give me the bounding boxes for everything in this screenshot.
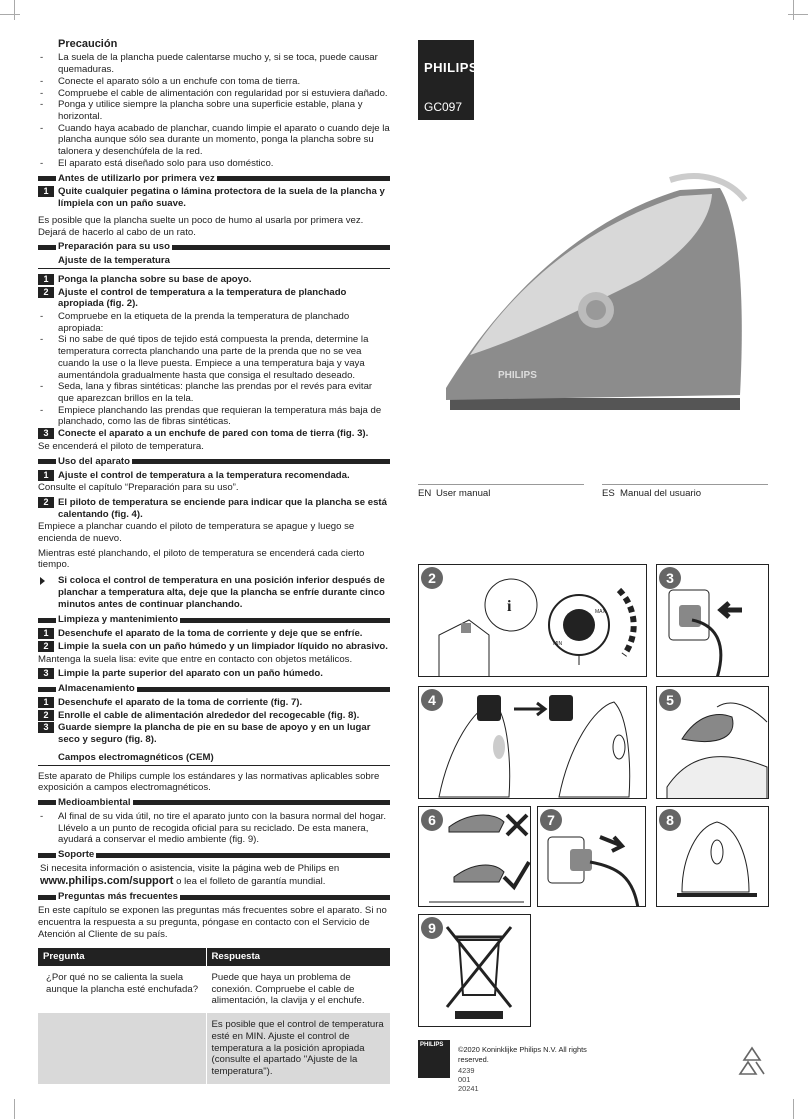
step-number: 3 <box>38 428 54 439</box>
list-item: - Compruebe en la etiqueta de la prenda la temperatura de planchado apropiada: <box>38 311 390 334</box>
list-item: - Al final de su vida útil, no tire el aparato junto con la basura normal del hogar. Llévelo a un punto de recogida oficial para su reciclado. De esta manera, ayudará a conservar el medio ambiente (fig. 9). <box>38 811 390 846</box>
paragraph: Consulte el capítulo “Preparación para su uso”. <box>38 482 239 494</box>
subsection-title: Ajuste de la temperatura <box>38 255 390 269</box>
step-number: 2 <box>38 641 54 652</box>
step-number: 1 <box>38 186 54 197</box>
section-title: Uso del aparato <box>58 455 130 467</box>
figure-7-panel <box>537 806 646 907</box>
lang-label-en <box>418 484 584 500</box>
figure-number: 9 <box>421 917 443 939</box>
section-title-precaucion: Precaución <box>58 38 118 50</box>
step-item <box>38 710 390 722</box>
figure-2-panel <box>418 564 647 677</box>
step-number: 2 <box>38 497 54 508</box>
crop-mark <box>788 14 808 26</box>
step-item <box>38 470 390 482</box>
list-item: - Si no sabe de qué tipos de tejido está compuesta la prenda, determine la temperatura correcta planchando una parte de la prenda que no se vea cuando la use o la lleve puesta. Empiece a una temperatura baja y vaya aumentándola gradualmente hasta que consiga el resultado deseado. <box>38 334 390 381</box>
support-text-end: o lea el folleto de garantía mundial. <box>173 875 326 887</box>
step-item <box>38 287 390 310</box>
crop-mark <box>0 14 20 26</box>
step-text: Ajuste el control de temperatura a la temperatura recomendada. <box>58 469 350 481</box>
figure-number: 3 <box>659 567 681 589</box>
step-number: 1 <box>38 697 54 708</box>
step-text: Ajuste el control de temperatura a la temperatura de planchado apropiada (fig. 2). <box>58 286 347 310</box>
paragraph: Este aparato de Philips cumple los estándares y las normativas aplicables sobre exposición a campos electromagnéticos. <box>38 770 380 794</box>
table-cell: Es posible que el control de temperatura esté en MIN. Ajuste el control de temperatura a la posición apropiada (consulte el apartado "Ajuste de la temperatura"). <box>206 1013 390 1084</box>
paragraph: En este capítulo se exponen las preguntas más frecuentes sobre el aparato. Si no encuentra la respuesta a su pregunta, póngase en contacto con el Servicio de Atención al Cliente de su país. <box>38 905 387 940</box>
figure-8-panel <box>656 806 769 907</box>
section-header-preguntas <box>38 891 390 903</box>
faq-table <box>38 948 390 1083</box>
temperature-dial-illustration <box>419 565 647 677</box>
step-text: Enrolle el cable de alimentación alrededor del recogecable (fig. 8). <box>58 709 360 721</box>
support-text: Si necesita información o asistencia, visite la página web de Philips en <box>40 863 340 875</box>
recycle-icon <box>734 1044 770 1080</box>
step-number: 1 <box>38 628 54 639</box>
philips-shield-logo <box>418 1040 450 1078</box>
section-title: Limpieza y mantenimiento <box>58 614 178 626</box>
brand-badge <box>418 40 479 120</box>
lang-title: User manual <box>436 488 491 499</box>
step-text: Desenchufe el aparato de la toma de corriente (fig. 7). <box>58 697 303 709</box>
figure-number: 2 <box>421 567 443 589</box>
tip-item: Si coloca el control de temperatura en una posición inferior después de planchar a temperatura alta, deje que la plancha se enfríe durante cinco minutos antes de continuar planchando. <box>38 575 390 610</box>
step-number: 1 <box>38 274 54 285</box>
list-item: - Seda, lana y fibras sintéticas: planche las prendas por el revés para evitar que aparezcan brillos en la tela. <box>38 381 390 404</box>
paragraph: Empiece a planchar cuando el piloto de temperatura se apague y luego se encienda de nuevo. <box>38 521 355 545</box>
lang-title: Manual del usuario <box>620 488 702 499</box>
section-title: Soporte <box>58 849 95 861</box>
section-title: Almacenamiento <box>58 683 135 695</box>
list-item: - El aparato está diseñado solo para uso doméstico. <box>38 158 390 170</box>
step-item <box>38 641 390 653</box>
model-number: GC097 <box>424 100 463 114</box>
step-text: Quite cualquier pegatina o lámina protectora de la suela de la plancha y límpiela con un paño suave. <box>58 186 385 210</box>
heating-light-illustration <box>419 687 647 799</box>
iron-brand-label: PHILIPS <box>498 370 537 381</box>
list-item: - Cuando haya acabado de planchar, cuando limpie el aparato o cuando deje la plancha aunque sólo sea durante un momento, ponga la plancha sobre su talonera y desenchúfela de la red. <box>38 123 390 158</box>
copyright-text: ©2020 Koninklijke Philips N.V. All rights reserved. <box>458 1045 587 1064</box>
section-header-soporte <box>38 849 390 861</box>
table-header: Respuesta <box>206 948 390 966</box>
step-number: 2 <box>38 710 54 721</box>
lang-label-es <box>602 484 768 500</box>
document-code: 4239 001 20241 <box>458 1066 479 1094</box>
step-text: Guarde siempre la plancha de pie en su base de apoyo y en un lugar seco y seguro (fig. 8). <box>58 722 371 746</box>
lang-code: EN <box>418 488 432 499</box>
section-title: Preparación para su uso <box>58 241 170 253</box>
section-title: Preguntas más frecuentes <box>58 891 178 903</box>
step-text: Limpie la parte superior del aparato con un paño húmedo. <box>58 668 323 680</box>
step-item <box>38 428 390 440</box>
section-header-medio <box>38 797 390 809</box>
iron-product-image <box>440 160 770 420</box>
list-item: - Ponga y utilice siempre la plancha sobre una superficie estable, plana y horizontal. <box>38 99 390 122</box>
section-title: Medioambiental <box>58 797 131 809</box>
manual-text-column <box>38 38 390 1084</box>
section-header-preparacion <box>38 241 390 253</box>
section-header-antes <box>38 172 390 184</box>
step-text: Conecte el aparato a un enchufe de pared con toma de tierra (fig. 3). <box>58 428 369 440</box>
crop-mark <box>14 1099 26 1119</box>
figure-number: 5 <box>659 689 681 711</box>
figure-number: 6 <box>421 809 443 831</box>
step-number: 2 <box>38 287 54 298</box>
list-item: - Conecte el aparato sólo a un enchufe con toma de tierra. <box>38 76 390 88</box>
dial-min-label: MIN <box>553 641 563 647</box>
list-item: - Compruebe el cable de alimentación con regularidad por si estuviera dañado. <box>38 88 390 100</box>
step-number: 3 <box>38 668 54 679</box>
figure-6-panel <box>418 806 531 907</box>
figure-number: 4 <box>421 689 443 711</box>
figure-number: 8 <box>659 809 681 831</box>
brand-name: PHILIPS <box>424 60 479 75</box>
table-cell <box>38 1013 206 1084</box>
figure-3-panel <box>656 564 769 677</box>
list-item: - La suela de la plancha puede calentarse mucho y, si se toca, puede causar quemaduras. <box>38 52 390 75</box>
step-item <box>38 722 390 745</box>
step-item <box>38 274 390 286</box>
section-header-almacenamiento <box>38 683 390 695</box>
step-item <box>38 668 390 680</box>
step-item <box>38 697 390 709</box>
figure-4-panel <box>418 686 647 799</box>
support-link[interactable]: www.philips.com/support <box>40 874 174 887</box>
step-text: Limpie la suela con un paño húmedo y un limpiador líquido no abrasivo. <box>58 640 388 652</box>
paragraph: Mantenga la suela lisa: evite que entre en contacto con objetos metálicos. <box>38 653 353 665</box>
dial-max-label: MAX <box>595 609 606 615</box>
step-number: 1 <box>38 470 54 481</box>
step-item <box>38 628 390 640</box>
section-header-limpieza <box>38 614 390 626</box>
info-symbol: i <box>507 598 512 615</box>
figure-number: 7 <box>540 809 562 831</box>
crop-mark <box>793 1099 805 1119</box>
figure-9-panel <box>418 914 531 1027</box>
list-item: - Empiece planchando las prendas que requieran la temperatura más baja de planchado, como las de fibras sintéticas. <box>38 405 390 428</box>
paragraph: Se encenderá el piloto de temperatura. <box>38 440 204 452</box>
table-header: Pregunta <box>38 948 206 966</box>
step-text: Ponga la plancha sobre su base de apoyo. <box>58 273 252 285</box>
step-number: 3 <box>38 722 54 733</box>
logo-text: PHILIPS <box>420 1042 444 1048</box>
step-item <box>38 497 390 520</box>
section-header-uso <box>38 456 390 468</box>
subsection-title: Campos electromagnéticos (CEM) <box>38 752 390 766</box>
lang-code: ES <box>602 488 615 499</box>
figure-5-panel <box>656 686 769 799</box>
step-text: Desenchufe el aparato de la toma de corriente y deje que se enfríe. <box>58 628 363 640</box>
table-cell: Puede que haya un problema de conexión. Compruebe el cable de alimentación, la clavija y el enchufe. <box>206 966 390 1013</box>
paragraph: Mientras esté planchando, el piloto de temperatura se encenderá cada cierto tiempo. <box>38 547 365 571</box>
step-item <box>38 186 390 209</box>
paragraph <box>38 863 390 888</box>
table-cell: ¿Por qué no se calienta la suela aunque la plancha esté enchufada? <box>38 966 206 1013</box>
step-text: El piloto de temperatura se enciende para indicar que la plancha se está calentando (fig. 4). <box>58 496 387 520</box>
paragraph: Es posible que la plancha suelte un poco de humo al usarla por primera vez. Dejará de hacerlo al cabo de un rato. <box>38 214 364 238</box>
section-title: Antes de utilizarlo por primera vez <box>58 172 215 184</box>
